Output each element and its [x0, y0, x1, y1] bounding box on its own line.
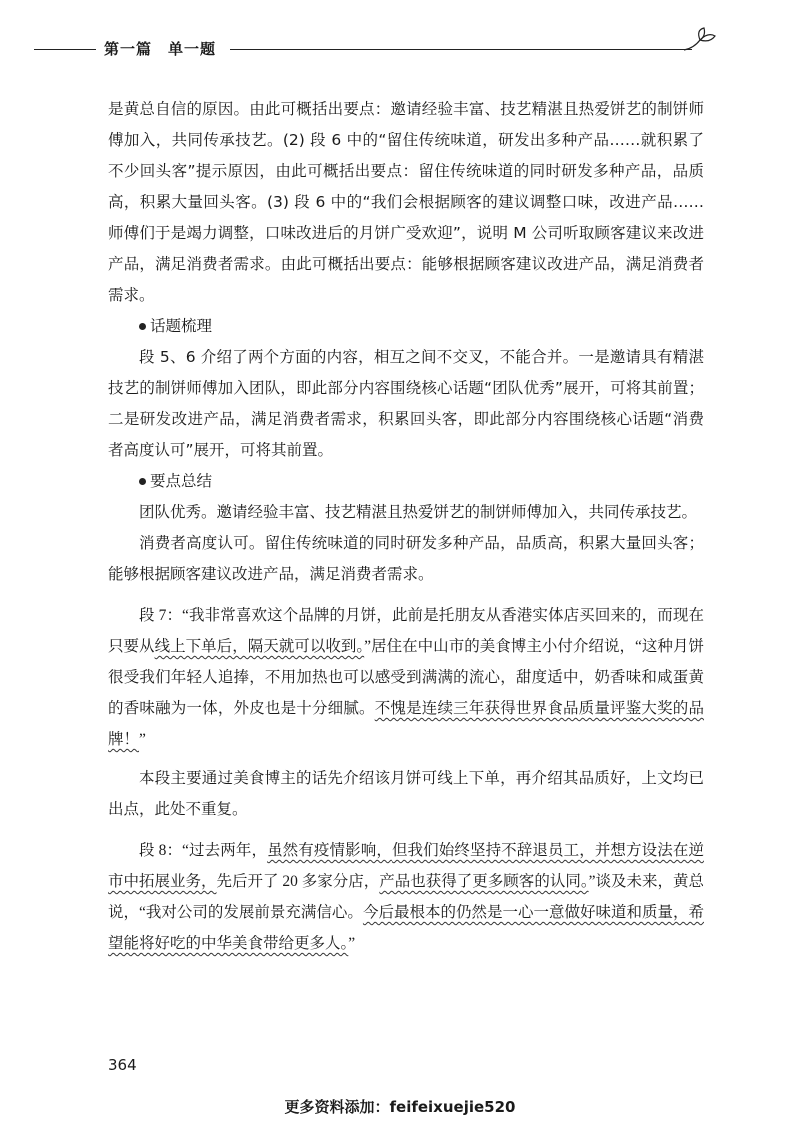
quoted-passage-paragraph-8 — [108, 835, 704, 959]
passage-segment: ”谈及未来，黄总说，“我对公司的发展前景充满信心。 — [108, 873, 704, 921]
underlined-segment: 线上下单后，隔天就可以收到。 — [154, 638, 365, 655]
passage-segment: ”居住在中山市的美食博主小付介绍说，“这种月饼很受我们年轻人追捧，不用加热也可以感受到满满的流心，甜度适中，奶香味和咸蛋黄的香味融为一体，外皮也是十分细腻。 — [108, 638, 704, 717]
page-body — [108, 94, 704, 959]
commentary-paragraph: 本段主要通过美食博主的话先介绍该月饼可线上下单，再介绍其品质好，上文均已出点，此处不重复。 — [108, 769, 704, 818]
page-number: 364 — [108, 1056, 137, 1074]
underlined-segment: 但我们始终坚持不辞退员工， — [391, 842, 595, 859]
sprout-ornament-icon — [682, 26, 718, 54]
passage-segment: ” — [348, 935, 356, 952]
bullet-heading-label: 要点总结 — [150, 472, 213, 490]
analysis-paragraph: 是黄总自信的原因。由此可概括出要点：邀请经验丰富、技艺精湛且热爱饼艺的制饼师傅加入，共同传承技艺。(2) 段 6 中的“留住传统味道，研发出多种产品……就积累了不少回头客”提示原因，由此可概括出要点：留住传统味道的同时研发多种产品，品质高，积累大量回头客。(3) 段 6 中的“我们会根据顾客的建议调整口味，改进产品……师傅们于是竭力调整，口味改进后的月饼广受欢迎”，说明 M 公司听取顾客建议来改进产品，满足消费者需求。由此可概括出要点：能够根据顾客建议改进产品，满足消费者需求。 — [108, 100, 704, 304]
passage-segment: 段 8：“过去两年， — [139, 842, 268, 859]
underlined-segment: 并想方设法在逆市中拓展业务， — [108, 842, 704, 890]
bullet-heading — [108, 466, 704, 497]
underlined-segment: 今后最根本的仍然是一心一意做好味道和质量，希望能将好吃的中华美食带给更多人。 — [108, 904, 704, 952]
topic-paragraph: 段 5、6 介绍了两个方面的内容，相互之间不交叉，不能合并。一是邀请具有精湛技艺的制饼师傅加入团队，即此部分内容围绕核心话题“团队优秀”展开，可将其前置；二是研发改进产品，满足消费者需求，积累回头客，即此部分内容围绕核心话题“消费者高度认可”展开，可将其前置。 — [108, 348, 704, 459]
bullet-heading — [108, 311, 704, 342]
underlined-segment: 不愧是连续三年获得世界食品质量评鉴大奖的品牌！ — [108, 700, 704, 748]
underlined-segment: 产品也获得了更多顾客的认同。 — [379, 873, 589, 890]
passage-segment: 段 7：“我非常喜欢这个品牌的月饼，此前是托朋友从香港实体店买回来的，而现在只要从 — [108, 607, 704, 655]
passage-segment: 先后开了 20 多家分店， — [216, 873, 380, 890]
quoted-passage-paragraph-7 — [108, 600, 704, 755]
footer-note: 更多资料添加：feifeixuejie520 — [284, 1098, 516, 1116]
running-header — [34, 38, 710, 60]
summary-point: 消费者高度认可。留住传统味道的同时研发多种产品，品质高，积累大量回头客；能够根据顾客建议改进产品，满足消费者需求。 — [108, 534, 704, 583]
header-rule-right — [230, 49, 692, 50]
bullet-heading-label: 话题梳理 — [150, 317, 213, 335]
header-rule-left — [34, 49, 96, 50]
summary-point: 团队优秀。邀请经验丰富、技艺精湛且热爱饼艺的制饼师傅加入，共同传承技艺。 — [139, 503, 698, 521]
underlined-segment: 虽然有疫情影响， — [267, 842, 392, 859]
section-title: 第一篇 单一题 — [104, 40, 217, 58]
passage-segment: ” — [139, 731, 146, 748]
